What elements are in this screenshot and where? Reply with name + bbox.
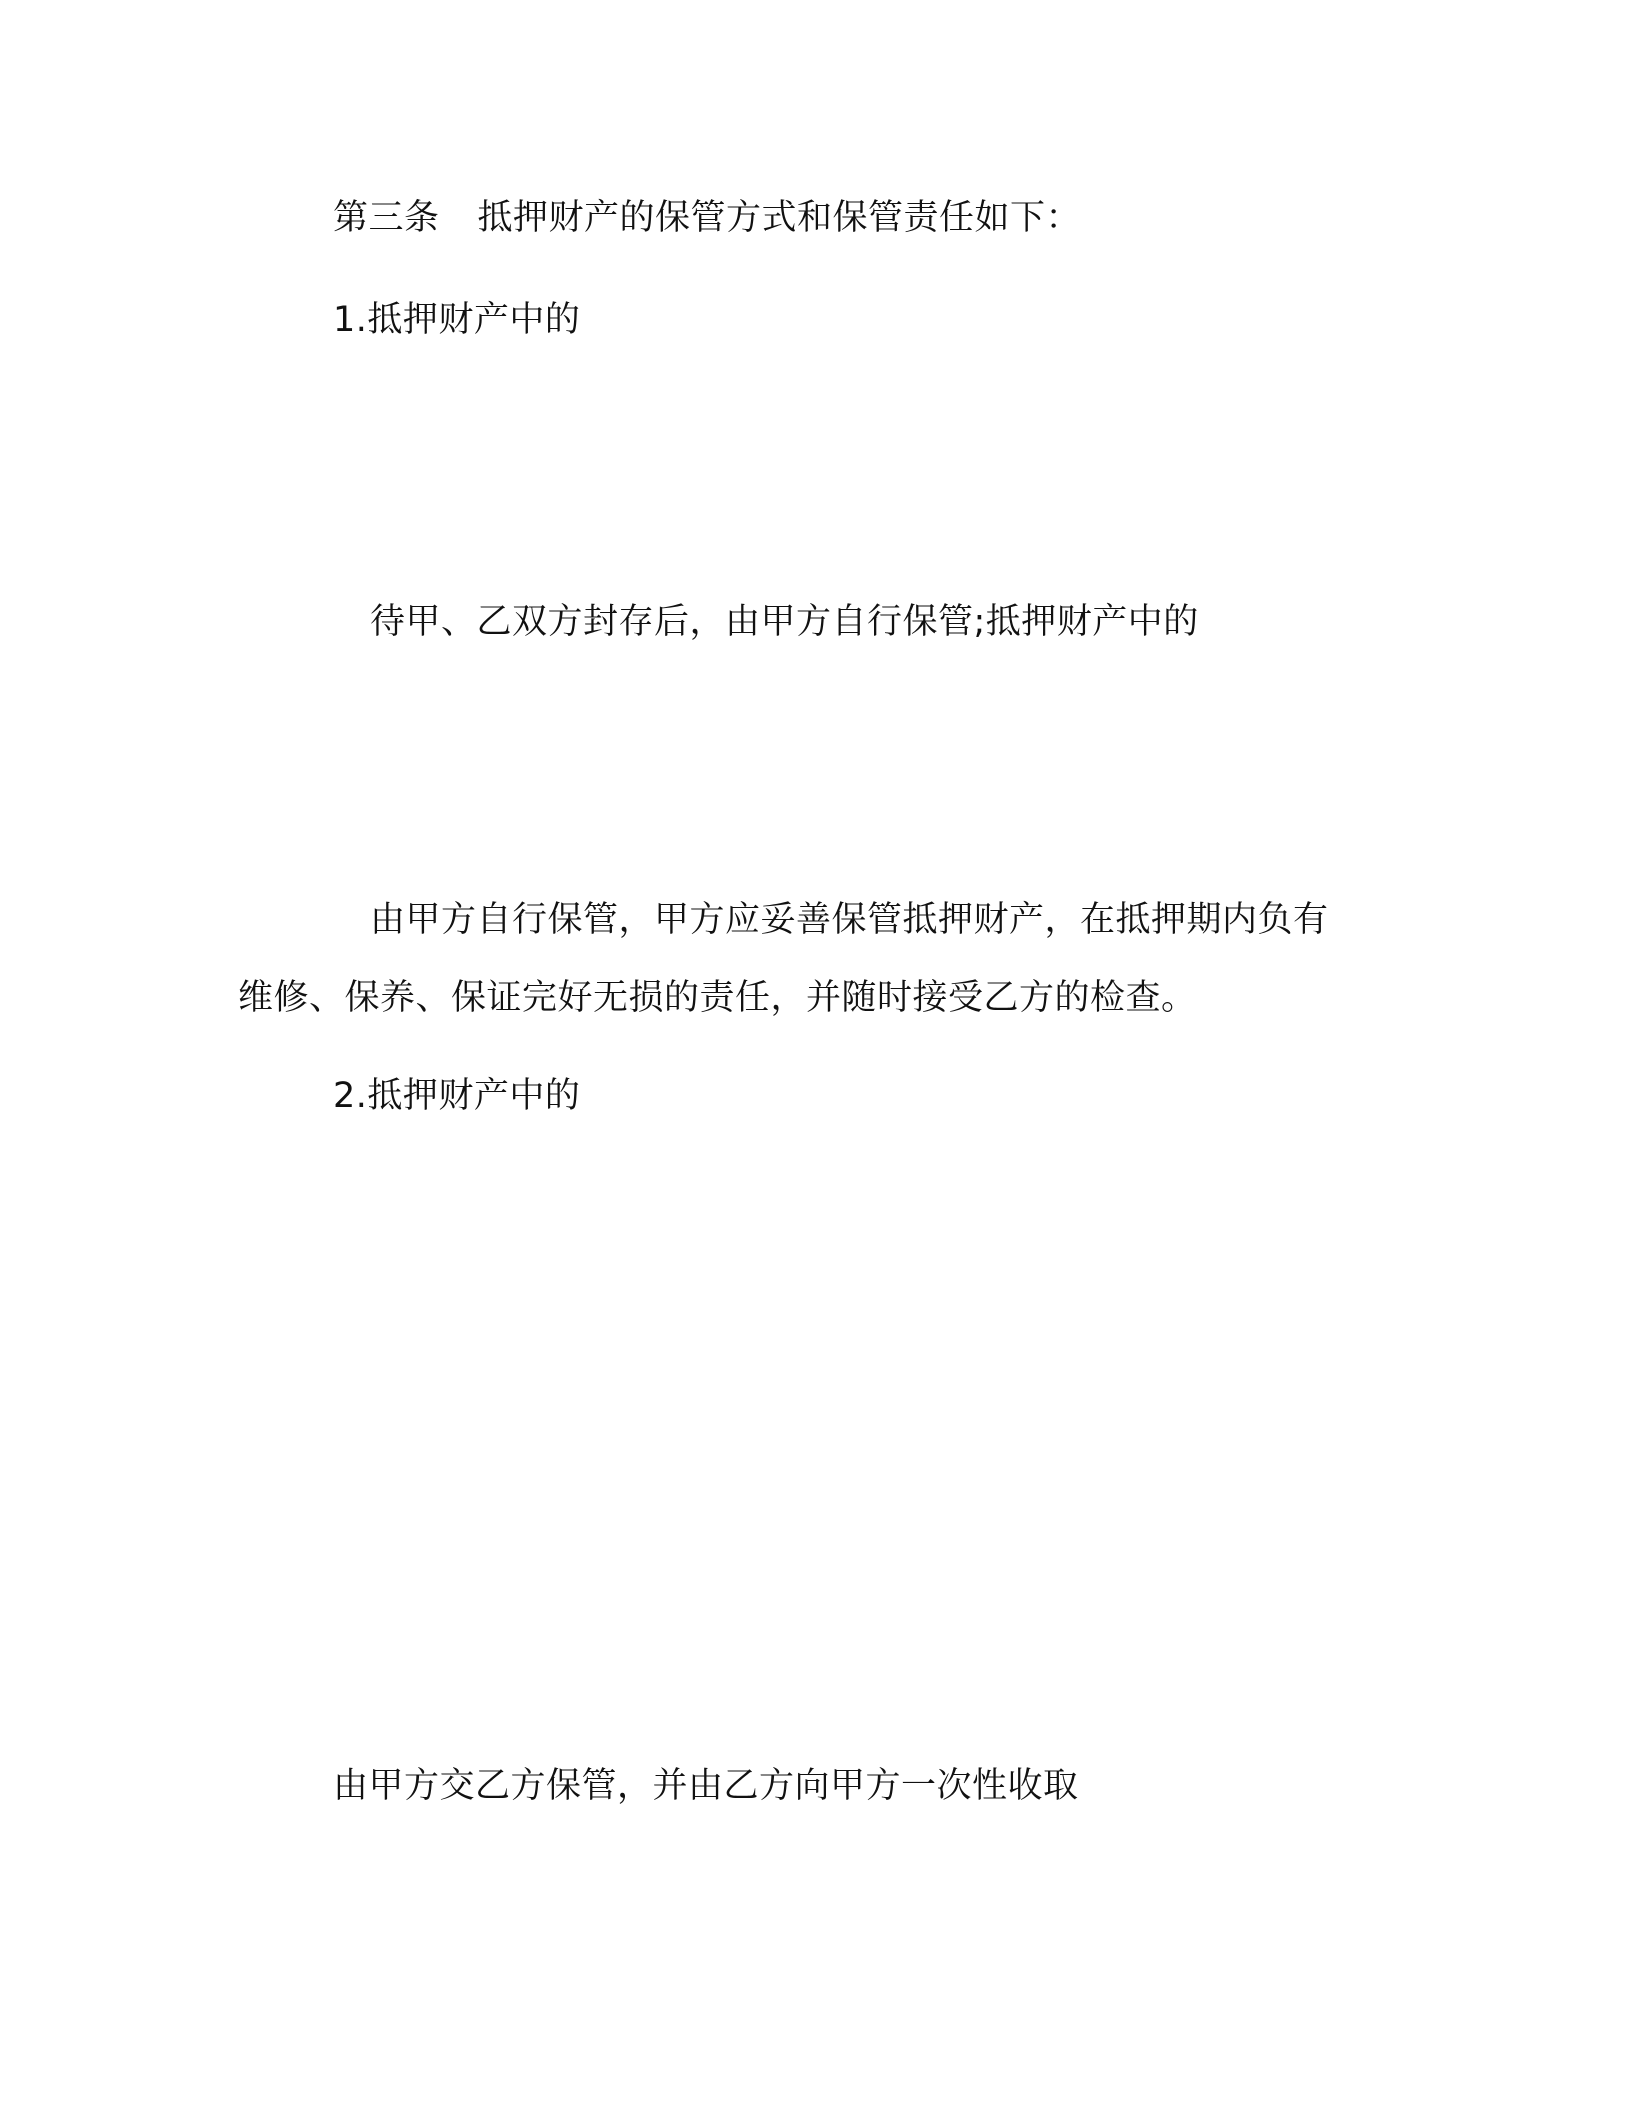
paragraph-custody-duty-line-2: 维修、保养、保证完好无损的责任，并随时接受乙方的检查。 [238,978,1197,1018]
article-heading [333,196,1081,240]
item-1-text: 1.抵押财产中的 [333,300,581,340]
paragraph-transfer-custody: 由甲方交乙方保管，并由乙方向甲方一次性收取 [333,1766,1079,1806]
article-number: 第三条 [333,198,440,238]
paragraph-sealed-custody: 待甲、乙双方封存后，由甲方自行保管;抵押财产中的 [370,602,1199,642]
article-title: 抵押财产的保管方式和保管责任如下： [477,198,1082,238]
paragraph-custody-duty-line-1: 由甲方自行保管，甲方应妥善保管抵押财产，在抵押期内负有 [370,900,1329,940]
item-2-text: 2.抵押财产中的 [333,1076,581,1116]
